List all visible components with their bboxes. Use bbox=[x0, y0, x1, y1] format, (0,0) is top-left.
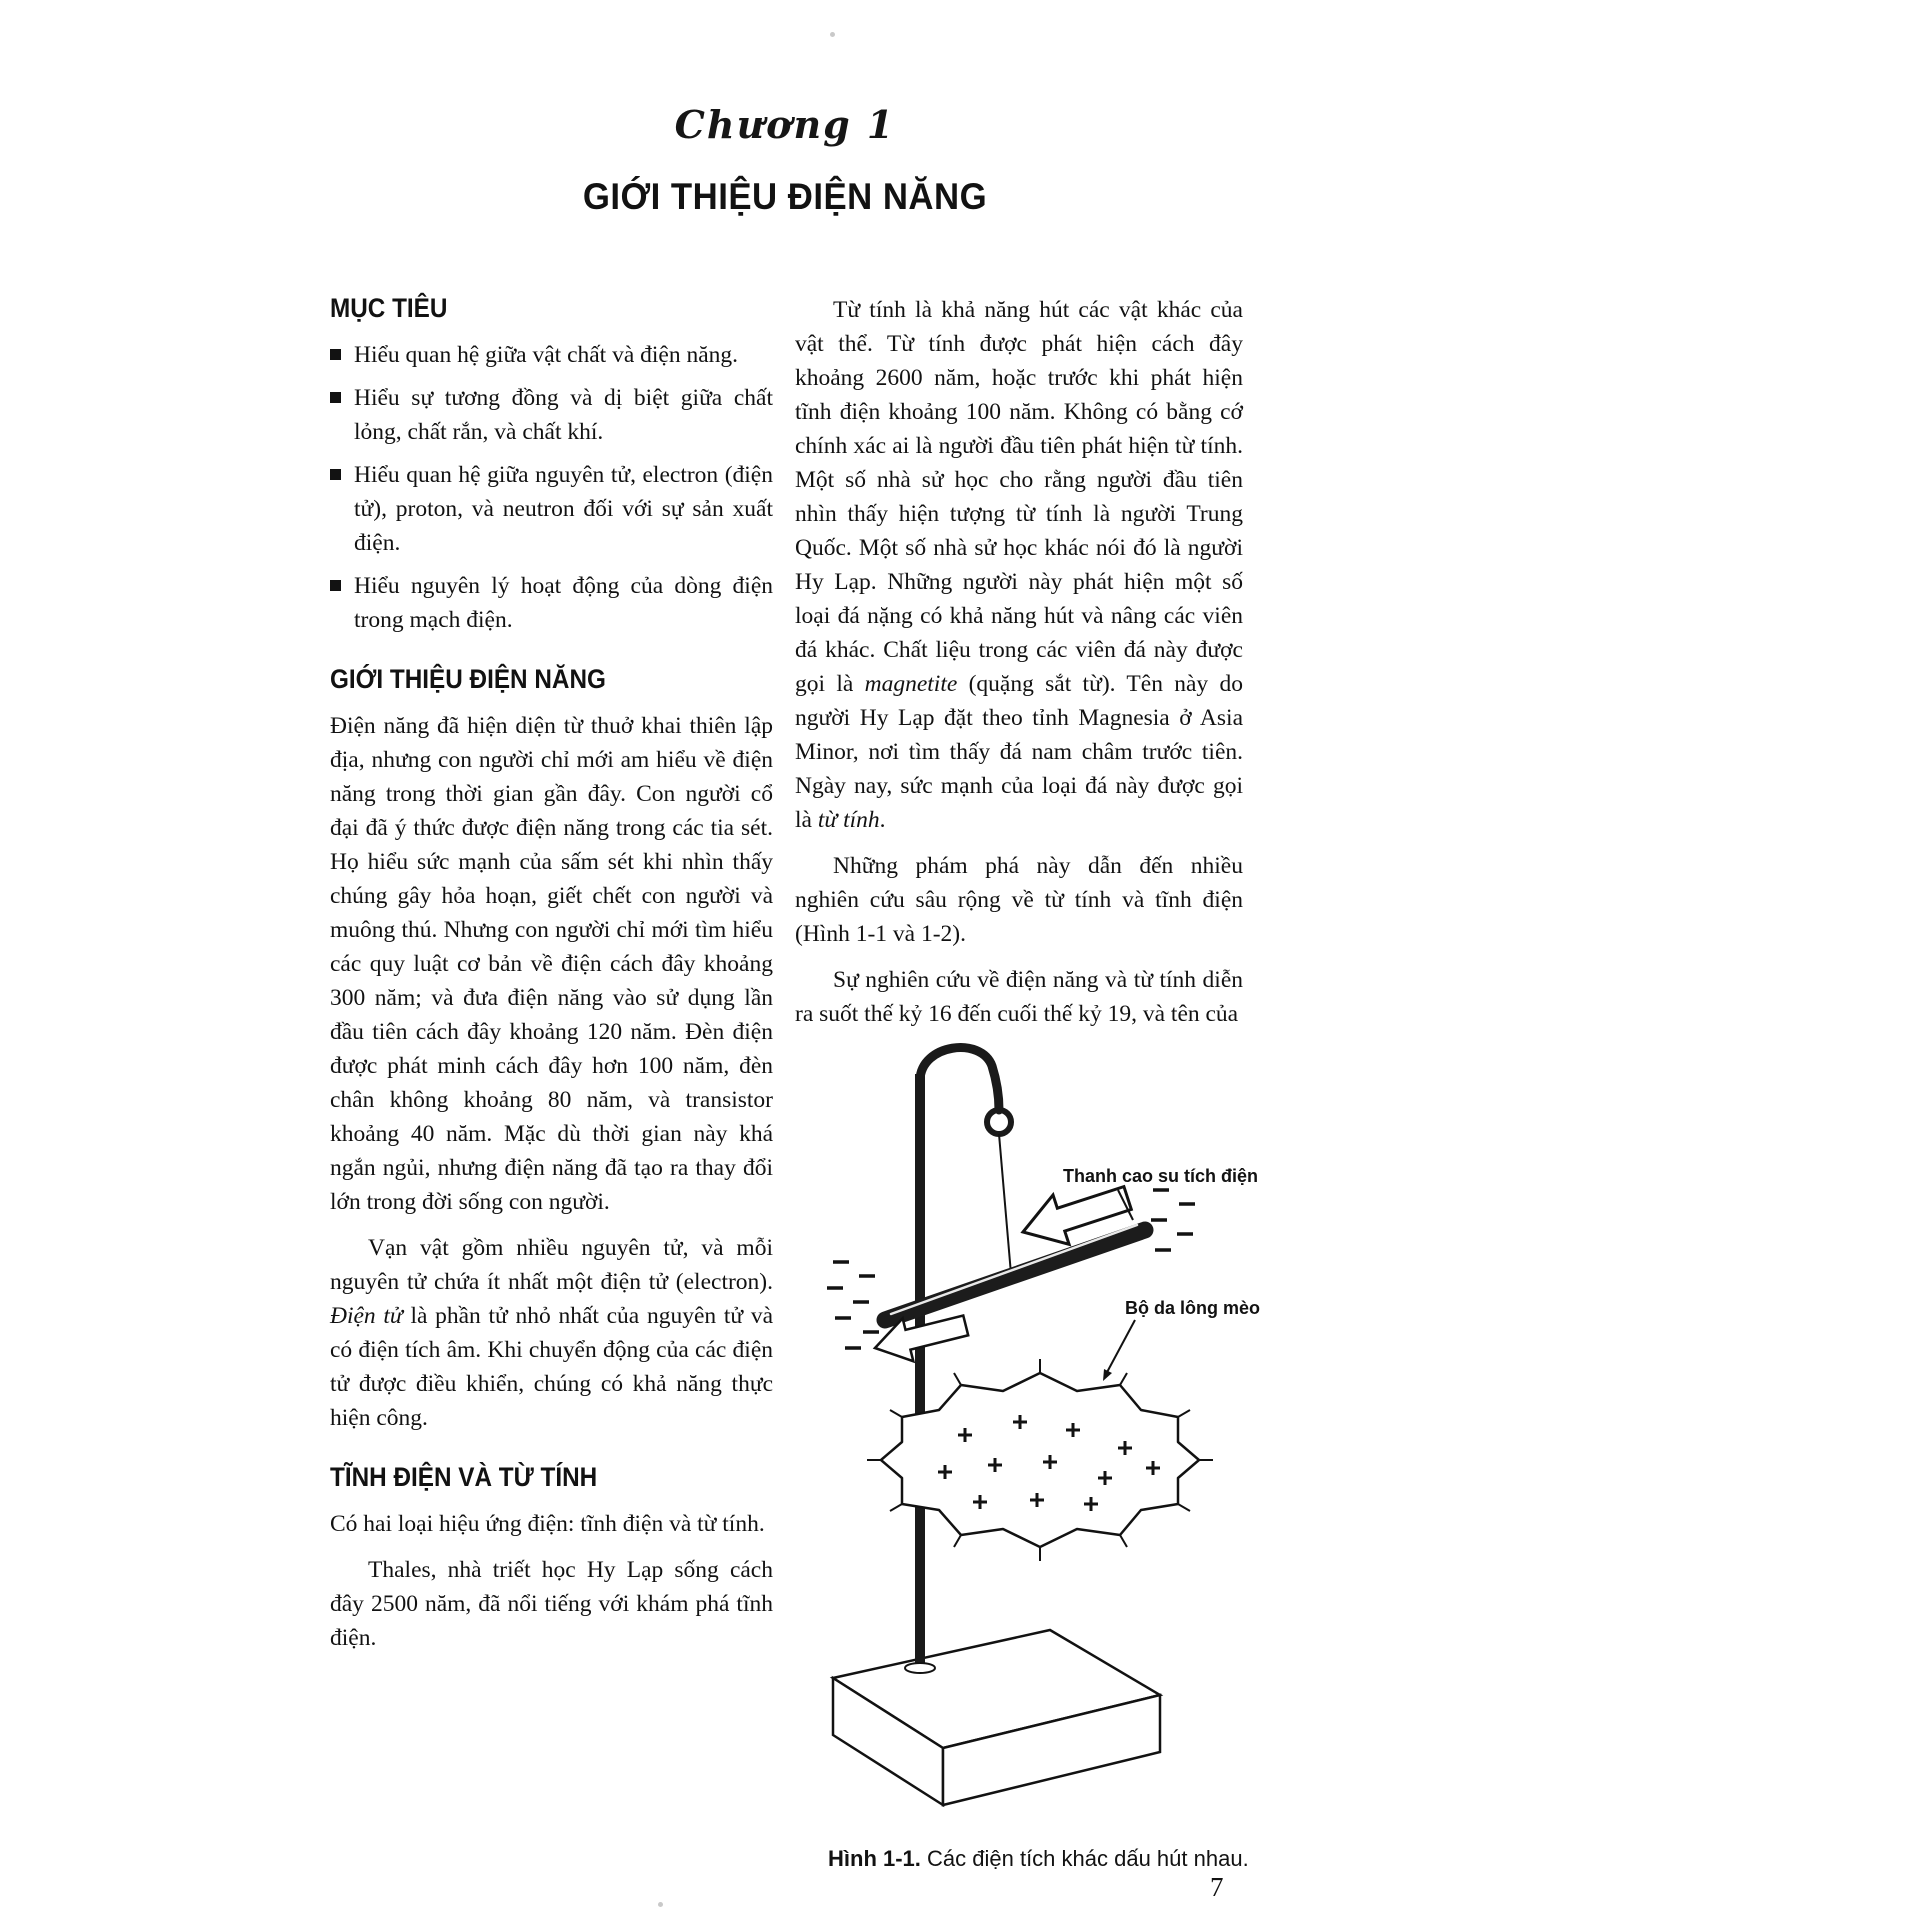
page-title: GIỚI THIỆU ĐIỆN NĂNG bbox=[582, 176, 988, 217]
ring-stand bbox=[905, 1048, 1011, 1673]
figure-caption bbox=[828, 1845, 1268, 1873]
paragraph-text: là phần tử nhỏ nhất của nguyên tử và có điện tích âm. Khi chuyển động của các điện tử được điều khiển, chúng có khả năng thực hiện công. bbox=[330, 1303, 774, 1431]
bullet-square-icon bbox=[330, 392, 341, 403]
paragraph-text: Từ tính là khả năng hút các vật khác của vật thể. Từ tính được phát hiện cách đây khoảng 2600 năm, hoặc trước khi phát hiện tĩnh điện khoảng 100 năm. Không có bằng cớ chính xác ai là người đầu tiên phát hiện từ tính. Một số nhà sử học cho rằng người đầu tiên nhìn thấy hiện tượng từ tính là người Trung Quốc. Một số nhà sử học khác nói đó là người Hy Lạp. Những người này phát hiện một số loại đá nặng có khả năng hút và nâng các viên đá khác. Chất liệu trong các viên đá này được gọi là bbox=[795, 297, 1243, 697]
string bbox=[999, 1134, 1011, 1274]
scan-speck bbox=[830, 32, 835, 37]
bullet-square-icon bbox=[330, 580, 341, 591]
chapter-label: Chương 1 bbox=[674, 102, 896, 147]
callout-arrowhead-icon bbox=[1103, 1369, 1112, 1381]
left-column bbox=[330, 293, 773, 1667]
paragraph-text: (quặng sắt từ). Tên này do người Hy Lạp đặt theo tỉnh Magnesia ở Asia Minor, nơi tìm thấy đá nam châm trước tiên. Ngày nay, sức mạnh của loại đá này được gọi là bbox=[795, 671, 1243, 833]
fur-label: Bộ da lông mèo bbox=[1125, 1298, 1260, 1318]
page-number: 7 bbox=[1210, 1872, 1224, 1902]
objectives-heading: MỤC TIÊU bbox=[330, 293, 448, 323]
paragraph-text: . bbox=[879, 807, 886, 833]
italic-term: Điện tử bbox=[330, 1303, 403, 1329]
figure-1-1 bbox=[815, 1030, 1315, 1840]
magnetism-paragraph-1 bbox=[795, 293, 1243, 837]
objective-item bbox=[330, 569, 773, 637]
intro-paragraph-2 bbox=[330, 1231, 773, 1435]
scan-speck bbox=[658, 1902, 663, 1907]
objective-text: Hiểu quan hệ giữa vật chất và điện năng. bbox=[354, 342, 739, 368]
intro-paragraph-1: Điện năng đã hiện diện từ thuở khai thiên lập địa, nhưng con người chỉ mới am hiểu về điện năng trong thời gian gần đây. Con người cổ đại đã ý thức được điện năng trong các tia sét. Họ hiểu sức mạnh của sấm sét khi nhìn thấy chúng gây hỏa hoạn, giết chết con người và muông thú. Nhưng con người chỉ mới tìm hiểu các quy luật cơ bản về điện cách đây khoảng 300 năm; và đưa điện năng vào sử dụng lần đầu tiên cách đây khoảng 120 năm. Đèn điện được phát minh cách đây hơn 100 năm, đèn chân không khoảng 80 năm, và transistor khoảng 40 năm. Mặc dù thời gian này khá ngắn ngủi, nhưng điện năng đã tạo ra thay đổi lớn trong đời sống con người. bbox=[330, 713, 773, 1215]
objective-text: Hiểu quan hệ giữa nguyên tử, electron (điện tử), proton, và neutron đối với sự sản xuất điện. bbox=[354, 462, 773, 556]
objective-text: Hiểu sự tương đồng và dị biệt giữa chất lỏng, chất rắn, và chất khí. bbox=[354, 385, 773, 445]
static-paragraph-1: Có hai loại hiệu ứng điện: tĩnh điện và từ tính. bbox=[330, 1511, 765, 1537]
objective-item bbox=[330, 381, 773, 449]
magnetism-paragraph-3: Sự nghiên cứu về điện năng và từ tính diễn ra suốt thế kỷ 16 đến cuối thế kỷ 19, và tên của bbox=[795, 967, 1243, 1027]
figure-caption-number: Hình 1-1. bbox=[828, 1846, 921, 1871]
magnetism-paragraph-2: Những phám phá này dẫn đến nhiều nghiên cứu sâu rộng về từ tính và tĩnh điện (Hình 1-1 và 1-2). bbox=[795, 853, 1243, 947]
objective-text: Hiểu nguyên lý hoạt động của dòng điện trong mạch điện. bbox=[354, 573, 773, 633]
intro-heading: GIỚI THIỆU ĐIỆN NĂNG bbox=[330, 664, 606, 694]
static-magnetism-heading: TĨNH ĐIỆN VÀ TỪ TÍNH bbox=[330, 1462, 598, 1492]
figure-1-1-illustration bbox=[815, 1030, 1315, 1840]
stand-base bbox=[833, 1630, 1160, 1805]
bullet-square-icon bbox=[330, 349, 341, 360]
fur-callout bbox=[1103, 1298, 1260, 1381]
figure-caption-text: Các điện tích khác dấu hút nhau. bbox=[920, 1846, 1249, 1871]
italic-term: magnetite bbox=[864, 671, 958, 697]
objective-item bbox=[330, 458, 773, 560]
stand-hook bbox=[920, 1048, 999, 1110]
rod-label: Thanh cao su tích điện bbox=[1063, 1166, 1259, 1186]
italic-term: từ tính bbox=[817, 807, 880, 833]
bullet-square-icon bbox=[330, 469, 341, 480]
right-column bbox=[795, 293, 1243, 1043]
stand-pole bbox=[915, 1074, 925, 1666]
objective-item bbox=[330, 338, 773, 372]
paragraph-text: Vạn vật gồm nhiều nguyên tử, và mỗi nguyên tử chứa ít nhất một điện tử (electron). bbox=[330, 1235, 773, 1295]
static-paragraph-2: Thales, nhà triết học Hy Lạp sống cách đây 2500 năm, đã nổi tiếng với khám phá tĩnh điện. bbox=[330, 1557, 773, 1651]
objectives-list bbox=[330, 338, 773, 637]
